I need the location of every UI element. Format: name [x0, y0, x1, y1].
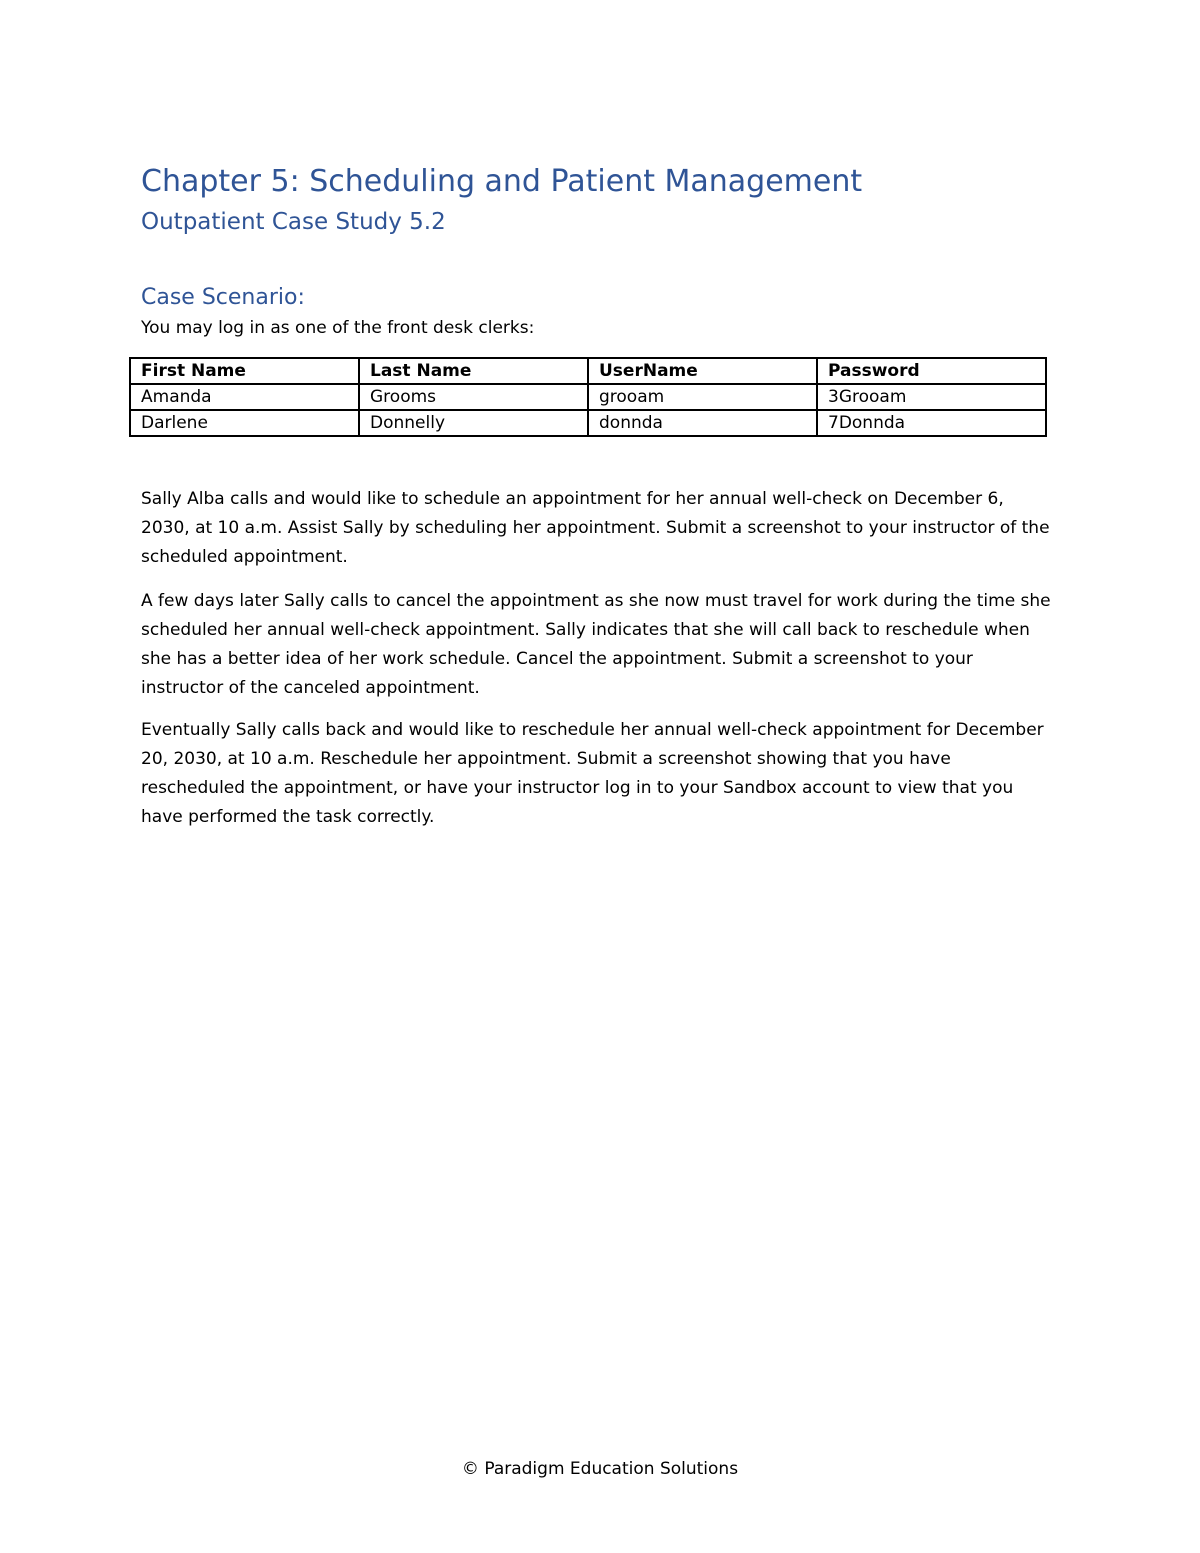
- scenario-paragraph-schedule: Sally Alba calls and would like to schedule an appointment for her annual well-check on December 6, 2030, at 10 a.m. Assist Sally by scheduling her appointment. Submit a screenshot to your instructor of the scheduled appointment.: [141, 489, 1050, 567]
- header-password: Password: [817, 358, 1046, 384]
- chapter-title: Chapter 5: Scheduling and Patient Management: [141, 164, 863, 199]
- cell-username: grooam: [588, 384, 817, 410]
- case-scenario-heading: Case Scenario:: [141, 285, 305, 310]
- cell-first-name: Amanda: [130, 384, 359, 410]
- login-instructions: You may log in as one of the front desk clerks:: [141, 318, 535, 338]
- header-first-name: First Name: [130, 358, 359, 384]
- copyright-footer: © Paradigm Education Solutions: [461, 1459, 739, 1479]
- cell-username: donnda: [588, 410, 817, 436]
- header-last-name: Last Name: [359, 358, 588, 384]
- cell-last-name: Donnelly: [359, 410, 588, 436]
- case-study-subtitle: Outpatient Case Study 5.2: [141, 209, 446, 235]
- table-header-row: [130, 358, 1046, 384]
- cell-password: 3Grooam: [817, 384, 1046, 410]
- scenario-paragraph-reschedule: Eventually Sally calls back and would like to reschedule her annual well-check appointment for December 20, 2030, at 10 a.m. Reschedule her appointment. Submit a screenshot showing that you have rescheduled the appointment, or have your instructor log in to your Sandbox account to view that you have performed the task correctly.: [141, 720, 1044, 827]
- cell-password: 7Donnda: [817, 410, 1046, 436]
- header-username: UserName: [588, 358, 817, 384]
- front-desk-clerks-table: [129, 357, 1047, 437]
- table-row: [130, 410, 1046, 436]
- cell-first-name: Darlene: [130, 410, 359, 436]
- cell-last-name: Grooms: [359, 384, 588, 410]
- scenario-paragraph-cancel: A few days later Sally calls to cancel the appointment as she now must travel for work during the time she scheduled her annual well-check appointment. Sally indicates that she will call back to reschedule when she has a better idea of her work schedule. Cancel the appointment. Submit a screenshot to your instructor of the canceled appointment.: [141, 591, 1051, 698]
- table-row: [130, 384, 1046, 410]
